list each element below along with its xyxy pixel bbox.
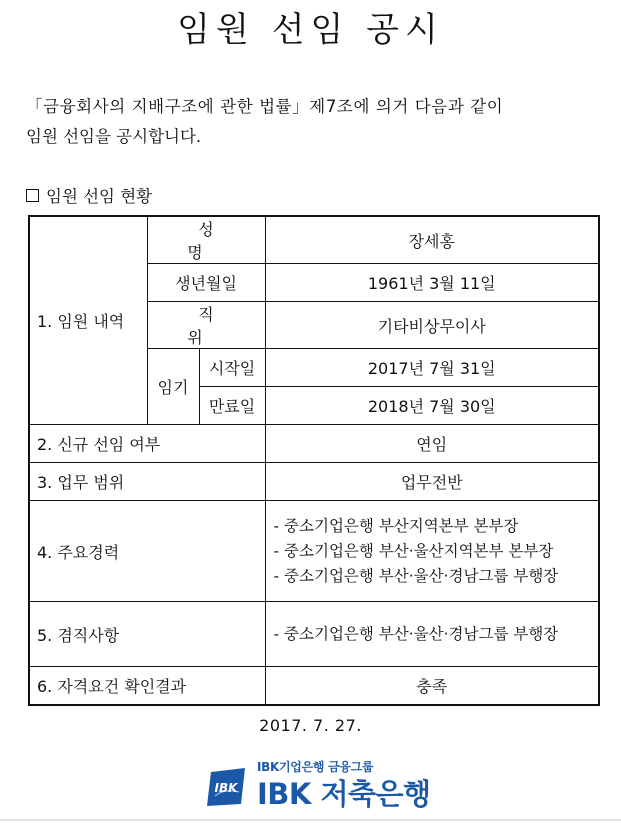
scope-value: 업무전반 — [265, 463, 599, 501]
intro-line-1: 「금융회사의 지배구조에 관한 법률」제7조에 의거 다음과 같이 — [26, 97, 504, 116]
concurrent-value: - 중소기업은행 부산·울산·경남그룹 부행장 — [265, 602, 599, 667]
name-value: 장세홍 — [265, 216, 599, 264]
logo-mark-text: IBK — [214, 781, 238, 795]
new-label: 2. 신규 선임 여부 — [29, 425, 265, 463]
career-list — [265, 501, 599, 602]
career-label: 4. 주요경력 — [29, 501, 265, 602]
ibk-logo-icon — [205, 766, 247, 808]
new-value: 연임 — [265, 425, 599, 463]
birth-value: 1961년 3월 11일 — [265, 264, 599, 302]
end-value: 2018년 7월 30일 — [265, 387, 599, 425]
table-row — [29, 425, 599, 463]
logo-name: IBK 저축은행 — [257, 777, 431, 811]
checkbox-square-icon — [26, 189, 39, 202]
name-label: 성 명 — [147, 216, 265, 264]
end-label: 만료일 — [199, 387, 265, 425]
list-item: - 중소기업은행 부산·울산·경남그룹 부행장 — [273, 566, 559, 585]
term-label: 임기 — [147, 349, 199, 425]
scope-label: 3. 업무 범위 — [29, 463, 265, 501]
table-row — [29, 463, 599, 501]
executive-info-table — [28, 215, 600, 706]
birth-label: 생년월일 — [147, 264, 265, 302]
qual-value: 충족 — [265, 667, 599, 706]
page-title: 임원 선임 공시 — [177, 10, 444, 50]
row1-label: 1. 임원 내역 — [29, 216, 147, 425]
divider — [0, 819, 621, 821]
section-heading — [26, 183, 152, 207]
list-item: - 중소기업은행 부산·울산지역본부 본부장 — [273, 541, 554, 560]
intro-line-2: 임원 선임을 공시합니다. — [26, 127, 202, 146]
section-label: 임원 선임 현황 — [46, 187, 153, 206]
table-row — [29, 667, 599, 706]
table-row — [29, 602, 599, 667]
logo-subtitle: IBK기업은행 금융그룹 — [257, 760, 374, 774]
notice-date: 2017. 7. 27. — [259, 716, 362, 735]
concurrent-label: 5. 겸직사항 — [29, 602, 265, 667]
table-row — [29, 501, 599, 602]
start-label: 시작일 — [199, 349, 265, 387]
qual-label: 6. 자격요건 확인결과 — [29, 667, 265, 706]
position-value: 기타비상무이사 — [265, 302, 599, 349]
position-label: 직 위 — [147, 302, 265, 349]
list-item: - 중소기업은행 부산지역본부 본부장 — [273, 516, 519, 535]
ibk-savings-bank-logo — [205, 758, 445, 811]
start-value: 2017년 7월 31일 — [265, 349, 599, 387]
table-row — [29, 216, 599, 264]
